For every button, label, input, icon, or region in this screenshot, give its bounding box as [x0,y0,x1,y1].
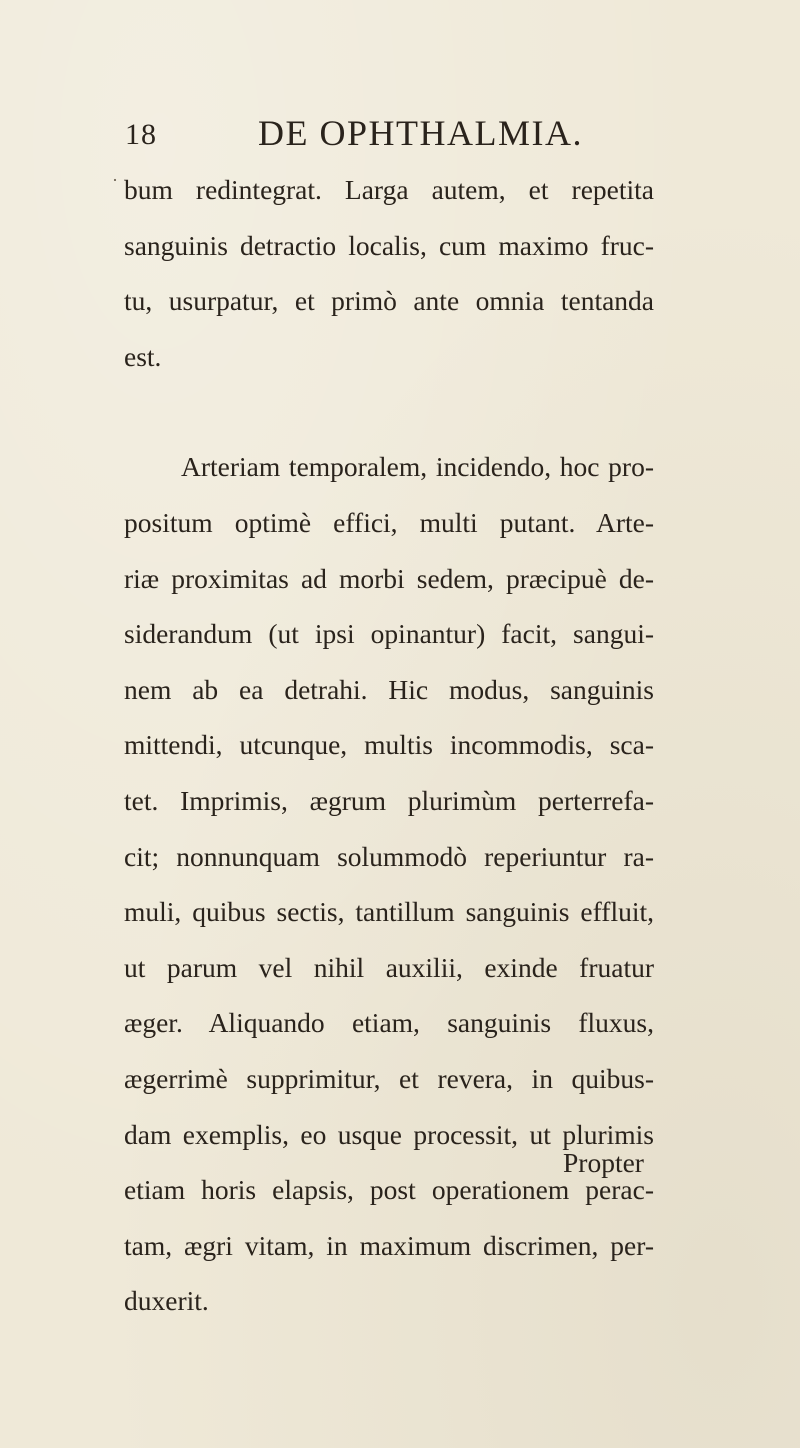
text-line: bum redintegrat. Larga autem, et repetita [124,174,654,205]
page-number: 18 [125,118,157,151]
text-line: muli, quibus sectis, tantillum sanguinis effluit, [124,896,654,928]
text-line: tam, ægri vitam, in maximum discrimen, per- [124,1229,654,1261]
text-line: ut parum vel nihil auxilii, exinde fruatur [124,951,654,983]
text-line: tu, usurpatur, et primò ante omnia tentanda [124,285,654,317]
text-line: etiam horis elapsis, post operationem perac- [124,1174,654,1206]
text-line: duxerit. [124,1285,209,1317]
page-header [0,112,800,162]
text-line: cit; nonnunquam solummodò reperiuntur ra- [124,840,654,872]
running-title: DE OPHTHALMIA. [258,113,583,153]
text-line: tet. Imprimis, ægrum plurimùm perterrefa- [124,784,654,816]
text-line: mittendi, utcunque, multis incommodis, sca- [124,729,654,761]
text-line: sanguinis detractio localis, cum maximo fruc- [124,229,654,261]
catchword: Propter [563,1147,644,1178]
text-line: positum optimè effici, multi putant. Arte- [124,506,654,538]
text-line: dam exemplis, eo usque processit, ut plurimis [124,1118,654,1150]
text-line: æger. Aliquando etiam, sanguinis fluxus, [124,1007,654,1039]
text-line: Arteriam temporalem, incidendo, hoc pro- [181,451,654,483]
text-line: ægerrimè supprimitur, et revera, in quibus- [124,1062,654,1094]
paragraph-2 [124,439,654,1329]
text-line: riæ proximitas ad morbi sedem, præcipuè de- [124,562,654,594]
margin-mark: · [112,170,118,190]
paragraph-1 [124,162,654,384]
text-line: nem ab ea detrahi. Hic modus, sanguinis [124,673,654,705]
text-line: siderandum (ut ipsi opinantur) facit, sangui- [124,618,654,650]
text-line: est. [124,340,162,372]
